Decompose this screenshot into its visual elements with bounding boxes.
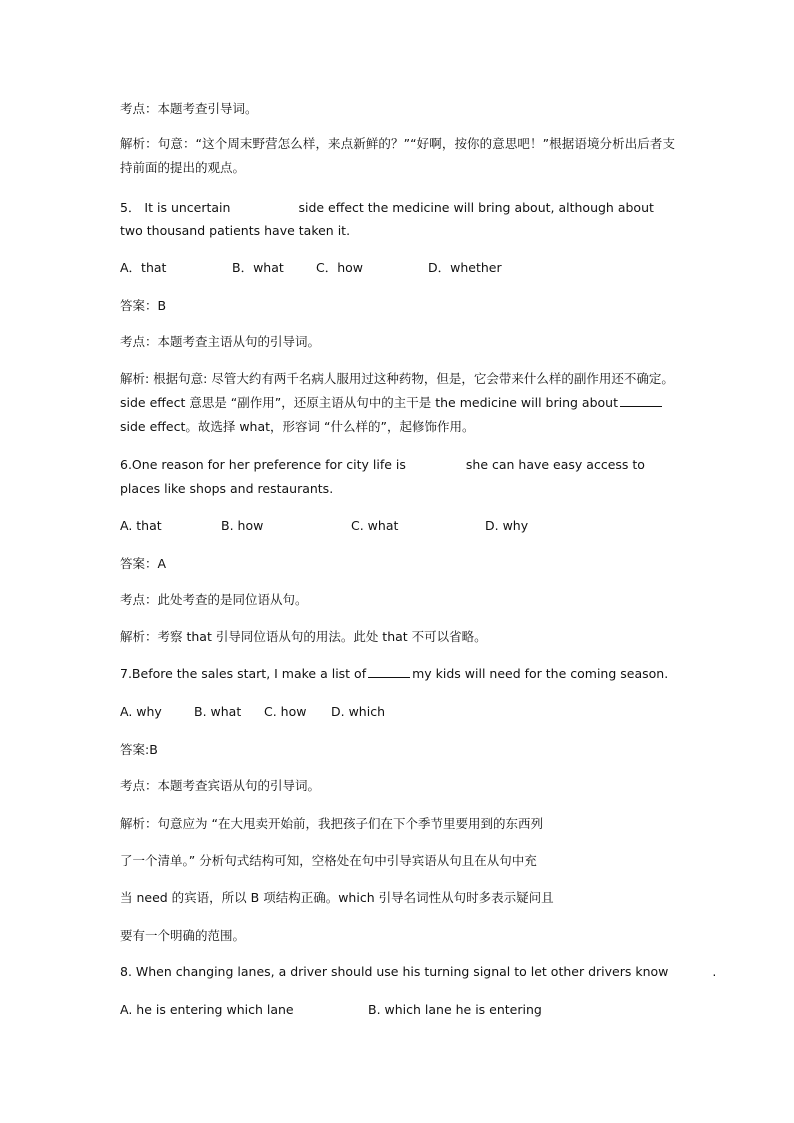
option-d[interactable]: D. why [485, 518, 529, 533]
option-c[interactable]: C．how [316, 260, 364, 275]
explanation: 解析: 根据句意: 尽管大约有两千名病人服用过这种药物，但是，它会带来什么样的副作用还不确定。side effect 意思是 “副作用”，还原主语从句中的主干是 the medicine will bring aboutside effect。故选择 what，形容词 “什么样的”，起修饰作用。 [120, 371, 674, 434]
answer: 答案:B [120, 742, 158, 757]
answer: 答案：A [120, 556, 167, 571]
question-5-stem: 5． It is uncertain side effect the medicine will bring about, although about two thousand patients have taken it. [120, 200, 654, 238]
explanation-line: 解析：句意应为 “在大甩卖开始前，我把孩子们在下个季节里要用到的东西列 [120, 816, 543, 831]
option-b[interactable]: B. which lane he is entering [368, 1002, 542, 1017]
option-c[interactable]: C. how [264, 704, 307, 719]
analysis-point: 考点：此处考查的是同位语从句。 [120, 592, 308, 607]
option-a[interactable]: A. that [120, 518, 162, 533]
analysis-point: 考点：本题考查宾语从句的引导词。 [120, 778, 321, 793]
option-b[interactable]: B. what [194, 704, 242, 719]
question-7-stem: 7.Before the sales start, I make a list of my kids will need for the coming season. [120, 666, 669, 681]
explanation-line: 当 need 的宾语，所以 B 项结构正确。which 引导名词性从句时多表示疑问且 [120, 890, 554, 905]
analysis-point: 考点：本题考查主语从句的引导词。 [120, 334, 321, 349]
explanation-line: 要有一个明确的范围。 [120, 928, 246, 943]
option-a[interactable]: A．that [120, 260, 167, 275]
explanation-line: 了一个清单。” 分析句式结构可知，空格处在句中引导宾语从句且在从句中充 [120, 853, 537, 868]
option-d[interactable]: D．whether [428, 260, 502, 275]
explanation: 解析：考察 that 引导同位语从句的用法。此处 that 不可以省略。 [120, 629, 487, 644]
option-c[interactable]: C. what [351, 518, 399, 533]
question-8-stem: 8. When changing lanes, a driver should use his turning signal to let other drivers know . [120, 964, 717, 979]
option-d[interactable]: D. which [331, 704, 385, 719]
question-6-stem: 6.One reason for her preference for city life is she can have easy access to places like shops and restaurants. [120, 457, 645, 496]
option-a[interactable]: A. why [120, 704, 162, 719]
explanation: 解析：句意：“这个周末野营怎么样，来点新鲜的？”“好啊，按你的意思吧！”根据语境分析出后者支持前面的提出的观点。 [120, 136, 675, 175]
option-b[interactable]: B. how [221, 518, 264, 533]
answer: 答案：B [120, 298, 167, 313]
analysis-point: 考点：本题考查引导词。 [120, 101, 258, 116]
option-a[interactable]: A. he is entering which lane [120, 1002, 294, 1017]
option-b[interactable]: B．what [232, 260, 284, 275]
